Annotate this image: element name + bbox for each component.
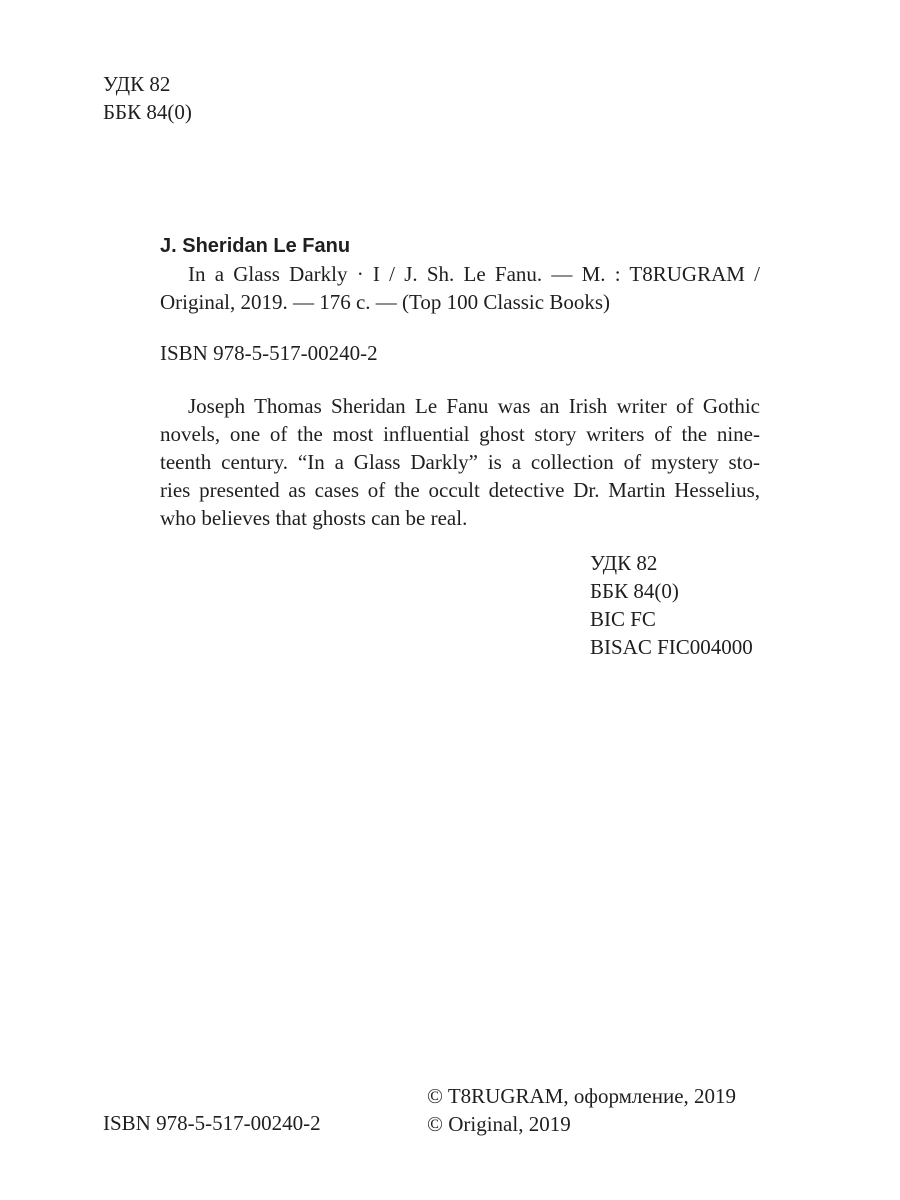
- annotation-line: who believes that ghosts can be real.: [160, 506, 468, 530]
- copyright-line-2: © Original, 2019: [427, 1112, 571, 1136]
- copyright-line-1: © T8RUGRAM, оформление, 2019: [427, 1084, 737, 1108]
- catalog-description-line-2: Original, 2019. — 176 c. — (Top 100 Classic Books): [160, 290, 610, 314]
- author-name: J. Sheridan Le Fanu: [160, 235, 351, 257]
- copyright-notice: [427, 1082, 736, 1138]
- annotation-line: ries presented as cases of the occult detective Dr. Martin Hesselius,: [160, 478, 760, 502]
- bbk-code: ББК 84(0): [103, 100, 192, 124]
- footer-isbn: [103, 1109, 321, 1137]
- annotation-paragraph: [160, 392, 760, 532]
- classification-codes: [590, 549, 753, 661]
- annotation-line: teenth century. “In a Glass Darkly” is a collection of mystery sto-: [160, 450, 760, 474]
- catalog-description-line-1: In a Glass Darkly · I / J. Sh. Le Fanu. — M. : T8RUGRAM /: [188, 262, 760, 286]
- footer-isbn-text: ISBN 978-5-517-00240-2: [103, 1111, 321, 1135]
- udk-code: УДК 82: [103, 72, 171, 96]
- top-classification-codes: [103, 70, 192, 126]
- bbk-code: ББК 84(0): [590, 579, 679, 603]
- catalog-entry: [160, 232, 760, 316]
- annotation-line: Joseph Thomas Sheridan Le Fanu was an Irish writer of Gothic: [188, 394, 760, 418]
- isbn-text: ISBN 978-5-517-00240-2: [160, 341, 378, 365]
- udk-code: УДК 82: [590, 551, 658, 575]
- bic-code: BIC FC: [590, 607, 656, 631]
- bisac-code: BISAC FIC004000: [590, 635, 753, 659]
- annotation-line: novels, one of the most influential ghost story writers of the nine-: [160, 422, 760, 446]
- isbn-number: [160, 339, 378, 367]
